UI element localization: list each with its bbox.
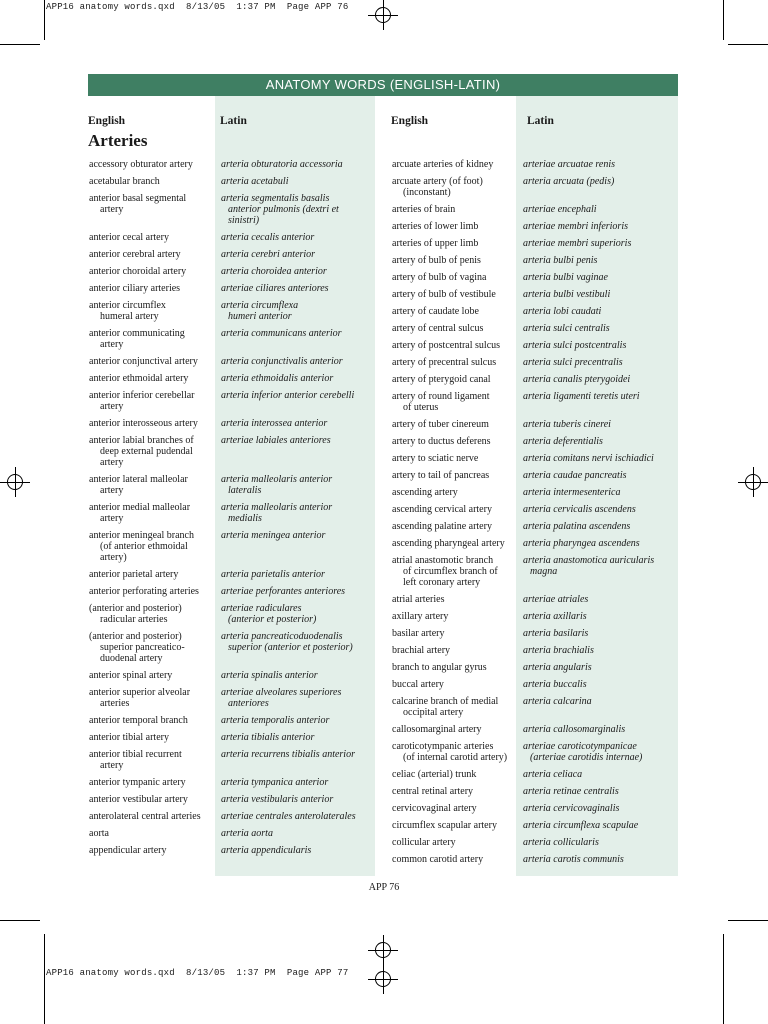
crop-mark xyxy=(723,0,724,40)
latin-term: arteria celiaca xyxy=(523,769,583,780)
latin-term: arteria retinae centralis xyxy=(523,786,619,797)
english-term: axillary artery xyxy=(392,611,449,622)
latin-term: arteria cerebri anterior xyxy=(221,249,316,260)
latin-term: arteriae alveolares superiores anteriores xyxy=(221,687,342,709)
english-term: anterior vestibular artery xyxy=(89,794,188,805)
latin-term: arteria collicularis xyxy=(523,837,599,848)
latin-term: arteria calcarina xyxy=(523,696,592,707)
crop-mark xyxy=(0,44,40,45)
english-term: ascending palatine artery xyxy=(392,521,492,532)
english-term: arteries of lower limb xyxy=(392,221,479,232)
latin-term: arteria aorta xyxy=(221,828,273,839)
english-term: artery of central sulcus xyxy=(392,323,484,334)
latin-term: arteria temporalis anterior xyxy=(221,715,330,726)
latin-term: arteriae labiales anteriores xyxy=(221,435,331,446)
english-term: circumflex scapular artery xyxy=(392,820,497,831)
english-term: (anterior and posterior) radicular arteries xyxy=(89,603,182,625)
english-term: anterior spinal artery xyxy=(89,670,173,681)
english-term: common carotid artery xyxy=(392,854,484,865)
latin-term: arteria pharyngea ascendens xyxy=(523,538,640,549)
english-term: ascending pharyngeal artery xyxy=(392,538,505,549)
latin-term: arteria ligamenti teretis uteri xyxy=(523,391,640,402)
registration-mark-icon xyxy=(368,935,398,965)
english-term: anterior perforating arteries xyxy=(89,586,199,597)
latin-term: arteria ethmoidalis anterior xyxy=(221,373,334,384)
latin-term: arteriae caroticotympanicae (arteriae carotidis internae) xyxy=(523,741,643,763)
english-term: ascending cervical artery xyxy=(392,504,492,515)
english-term: anterior ethmoidal artery xyxy=(89,373,189,384)
crop-mark xyxy=(0,920,40,921)
english-term: anterior cecal artery xyxy=(89,232,169,243)
english-term: artery of caudate lobe xyxy=(392,306,479,317)
latin-term: arteria axillaris xyxy=(523,611,587,622)
latin-term: arteria deferentialis xyxy=(523,436,603,447)
latin-term: arteria malleolaris anterior medialis xyxy=(221,502,333,524)
latin-term: arteria cecalis anterior xyxy=(221,232,315,243)
registration-mark-icon xyxy=(0,467,30,497)
english-term: artery to sciatic nerve xyxy=(392,453,479,464)
page-banner: ANATOMY WORDS (ENGLISH-LATIN) xyxy=(88,74,678,96)
latin-term: arteria interossea anterior xyxy=(221,418,328,429)
latin-term: arteriae perforantes anteriores xyxy=(221,586,346,597)
english-term: brachial artery xyxy=(392,645,451,656)
english-term: branch to angular gyrus xyxy=(392,662,487,673)
registration-mark-icon xyxy=(368,0,398,30)
latin-term: arteriae centrales anterolaterales xyxy=(221,811,356,822)
crop-mark xyxy=(728,920,768,921)
latin-term: arteria anastomotica auricularis magna xyxy=(523,555,655,577)
latin-term: arteria brachialis xyxy=(523,645,594,656)
english-term: anterior parietal artery xyxy=(89,569,179,580)
english-term: atrial arteries xyxy=(392,594,445,605)
latin-term: arteria malleolaris anterior lateralis xyxy=(221,474,333,496)
latin-term: arteria bulbi penis xyxy=(523,255,598,266)
latin-term: arteria tympanica anterior xyxy=(221,777,329,788)
english-term: anterior lateral malleolar artery xyxy=(89,474,188,496)
latin-term: arteria basilaris xyxy=(523,628,589,639)
latin-term: arteria circumflexa humeri anterior xyxy=(221,300,299,322)
latin-term: arteria tibialis anterior xyxy=(221,732,315,743)
crop-mark xyxy=(723,934,724,1024)
latin-term: arteria carotis communis xyxy=(523,854,624,865)
latin-term: arteria intermesenterica xyxy=(523,487,621,498)
latin-term: arteriae ciliares anteriores xyxy=(221,283,329,294)
english-term: callosomarginal artery xyxy=(392,724,482,735)
english-term: appendicular artery xyxy=(89,845,167,856)
english-term: artery of tuber cinereum xyxy=(392,419,489,430)
latin-term: arteria bulbi vaginae xyxy=(523,272,608,283)
english-term: artery of postcentral sulcus xyxy=(392,340,501,351)
english-term: anterior cerebral artery xyxy=(89,249,181,260)
english-term: cervicovaginal artery xyxy=(392,803,477,814)
latin-term: arteria callosomarginalis xyxy=(523,724,626,735)
english-term: buccal artery xyxy=(392,679,444,690)
crop-mark xyxy=(44,0,45,40)
latin-term: arteria buccalis xyxy=(523,679,587,690)
english-term: artery to tail of pancreas xyxy=(392,470,490,481)
latin-term: arteria inferior anterior cerebelli xyxy=(221,390,355,401)
english-term: caroticotympanic arteries (of internal carotid artery) xyxy=(392,741,508,763)
latin-term: arteriae radiculares (anterior et posterior) xyxy=(221,603,317,625)
english-term: aorta xyxy=(89,828,109,839)
latin-term: arteriae membri inferioris xyxy=(523,221,628,232)
latin-term: arteria lobi caudati xyxy=(523,306,602,317)
slug-top: APP16 anatomy words.qxd 8/13/05 1:37 PM Page APP 76 xyxy=(46,2,349,12)
english-term: artery of pterygoid canal xyxy=(392,374,491,385)
english-term: calcarine branch of medial occipital artery xyxy=(392,696,499,718)
latin-term: arteria palatina ascendens xyxy=(523,521,631,532)
english-term: accessory obturator artery xyxy=(89,159,193,170)
english-term: celiac (arterial) trunk xyxy=(392,769,477,780)
english-term: anterior choroidal artery xyxy=(89,266,187,277)
english-term: artery of precentral sulcus xyxy=(392,357,497,368)
english-term: anterior medial malleolar artery xyxy=(89,502,191,524)
english-term: artery to ductus deferens xyxy=(392,436,491,447)
section-title: Arteries xyxy=(88,131,148,150)
english-term: anterior tibial artery xyxy=(89,732,169,743)
english-term: anterior temporal branch xyxy=(89,715,188,726)
english-term: artery of bulb of penis xyxy=(392,255,481,266)
english-term: anterior tympanic artery xyxy=(89,777,186,788)
english-term: ascending artery xyxy=(392,487,458,498)
latin-term: arteria tuberis cinerei xyxy=(523,419,611,430)
english-term: acetabular branch xyxy=(89,176,160,187)
latin-term: arteria bulbi vestibuli xyxy=(523,289,611,300)
latin-term: arteria angularis xyxy=(523,662,592,673)
latin-header: Latin xyxy=(527,115,554,127)
latin-term: arteria vestibularis anterior xyxy=(221,794,334,805)
registration-mark-icon xyxy=(368,964,398,994)
latin-term: arteriae membri superioris xyxy=(523,238,632,249)
latin-term: arteria cervicalis ascendens xyxy=(523,504,636,515)
latin-term: arteria choroidea anterior xyxy=(221,266,327,277)
english-term: arcuate arteries of kidney xyxy=(392,159,494,170)
english-term: anterior inferior cerebellar artery xyxy=(89,390,195,412)
latin-term: arteriae atriales xyxy=(523,594,589,605)
latin-term: arteria sulci precentralis xyxy=(523,357,623,368)
english-term: arcuate artery (of foot) (inconstant) xyxy=(392,176,483,198)
latin-term: arteria sulci centralis xyxy=(523,323,610,334)
latin-term: arteria circumflexa scapulae xyxy=(523,820,639,831)
crop-mark xyxy=(728,44,768,45)
latin-term: arteria acetabuli xyxy=(221,176,289,187)
latin-term: arteria sulci postcentralis xyxy=(523,340,627,351)
latin-term: arteria arcuata (pedis) xyxy=(523,176,615,187)
english-term: arteries of upper limb xyxy=(392,238,479,249)
latin-term: arteria conjunctivalis anterior xyxy=(221,356,343,367)
latin-term: arteria communicans anterior xyxy=(221,328,342,339)
english-term: anterior ciliary arteries xyxy=(89,283,181,294)
english-term: artery of round ligament of uterus xyxy=(392,391,490,413)
english-term: artery of bulb of vagina xyxy=(392,272,487,283)
english-term: basilar artery xyxy=(392,628,445,639)
english-term: atrial anastomotic branch of circumflex branch of left coronary artery xyxy=(392,555,498,588)
registration-mark-icon xyxy=(738,467,768,497)
english-term: arteries of brain xyxy=(392,204,456,215)
latin-term: arteria comitans nervi ischiadici xyxy=(523,453,654,464)
english-term: collicular artery xyxy=(392,837,456,848)
english-term: anterior meningeal branch (of anterior ethmoidal artery) xyxy=(89,530,194,563)
latin-term: arteria obturatoria accessoria xyxy=(221,159,343,170)
english-term: anterior basal segmental artery xyxy=(89,193,187,215)
latin-term: arteria cervicovaginalis xyxy=(523,803,620,814)
latin-term: arteria meningea anterior xyxy=(221,530,326,541)
latin-term: arteria parietalis anterior xyxy=(221,569,325,580)
english-term: anterior tibial recurrent artery xyxy=(89,749,182,771)
latin-term: arteria pancreaticoduodenalis superior (anterior et posterior) xyxy=(221,631,353,653)
slug-bottom: APP16 anatomy words.qxd 8/13/05 1:37 PM Page APP 77 xyxy=(46,968,349,978)
english-header: English xyxy=(88,115,126,127)
english-term: anterior communicating artery xyxy=(89,328,185,350)
english-term: anterior interosseous artery xyxy=(89,418,198,429)
latin-term: arteria caudae pancreatis xyxy=(523,470,627,481)
english-term: anterior labial branches of deep external pudendal artery xyxy=(89,435,194,468)
latin-term: arteria appendicularis xyxy=(221,845,312,856)
english-term: anterior circumflex humeral artery xyxy=(89,300,166,322)
crop-mark xyxy=(44,934,45,1024)
english-term: anterior conjunctival artery xyxy=(89,356,198,367)
english-term: central retinal artery xyxy=(392,786,474,797)
latin-term: arteriae encephali xyxy=(523,204,597,215)
latin-term: arteria spinalis anterior xyxy=(221,670,318,681)
latin-term: arteria recurrens tibialis anterior xyxy=(221,749,355,760)
latin-term: arteriae arcuatae renis xyxy=(523,159,616,170)
page-number: APP 76 xyxy=(368,882,400,893)
english-term: anterior superior alveolar arteries xyxy=(89,687,191,709)
english-term: (anterior and posterior) superior pancreatico- duodenal artery xyxy=(89,631,185,664)
english-header: English xyxy=(391,115,429,127)
english-term: artery of bulb of vestibule xyxy=(392,289,496,300)
latin-term: arteria canalis pterygoidei xyxy=(523,374,631,385)
english-term: anterolateral central arteries xyxy=(89,811,201,822)
latin-term: arteria segmentalis basalis anterior pulmonis (dextri et sinistri) xyxy=(221,193,339,226)
latin-header: Latin xyxy=(220,115,247,127)
